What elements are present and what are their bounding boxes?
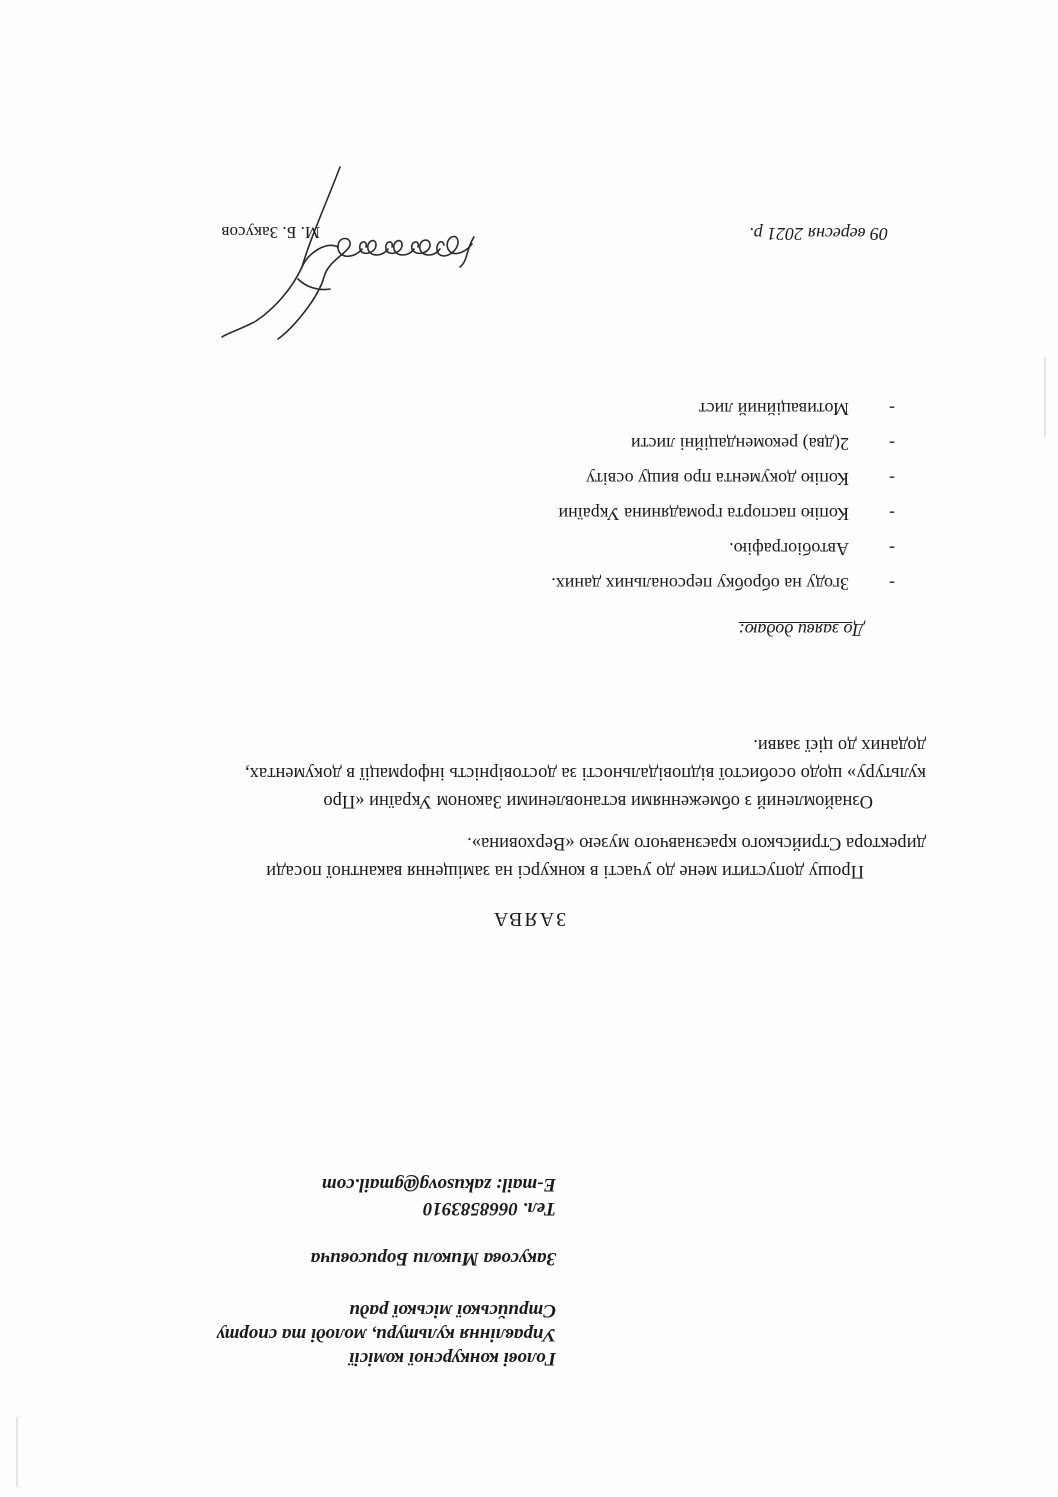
- paragraph-ack-line-3: доданих до цієї заяви.: [753, 735, 926, 755]
- paragraph-request-line-2: директора Стрийського краєзнавчого музею «Верховина».: [467, 833, 926, 853]
- addressee-block: [217, 1298, 556, 1370]
- list-item: - Мотиваційний лист: [698, 399, 895, 419]
- addressee-line-2: Управління культури, молоді та спорту: [216, 1324, 556, 1345]
- enclosures-label: До заяви додаю:: [738, 620, 864, 640]
- sender-phone: Тел. 0668583910: [422, 1198, 556, 1219]
- list-item: - Копію паспорта громадянина України: [558, 504, 895, 524]
- paragraph-ack-line-2: культуру» щодо особистої відповідальності за достовірність інформації в документах,: [245, 763, 926, 783]
- sender-email: E-mail: zakusovg@gmail.com: [321, 1174, 556, 1195]
- list-item: - Копію документа про вищу освіту: [586, 469, 895, 489]
- list-item: - 2(два) рекомендаційні листи: [630, 434, 895, 454]
- addressee-line-3: Стрийської міської ради: [349, 1300, 556, 1321]
- paragraph-ack-line-1: Ознайомлений з обмеженнями встановленими Законом України «Про: [323, 791, 873, 811]
- document-date: 09 вересня 2021 р.: [749, 224, 888, 244]
- paragraph-acknowledgement: [245, 731, 926, 815]
- paragraph-request-line-1: Прошу допустити мене до участі в конкурсі на заміщення вакантної посади: [266, 861, 864, 881]
- list-item: - Згоду на обробку персональних даних.: [551, 574, 895, 594]
- scan-edge-mark: [1044, 357, 1046, 437]
- document-title: ЗАЯВА: [491, 908, 567, 930]
- handwritten-signature: [218, 159, 478, 349]
- paragraph-request: [266, 829, 926, 885]
- enclosures-list: [551, 391, 895, 601]
- sender-name: Закусова Миколи Борисовича: [310, 1248, 556, 1269]
- list-item: - Автобіографію.: [729, 539, 895, 559]
- signatory-name: М. Б. Закусов: [221, 223, 320, 242]
- scan-edge-mark: [16, 1417, 18, 1487]
- addressee-line-1: Голові конкурсної комісії: [348, 1348, 556, 1369]
- sender-block: [311, 1172, 556, 1270]
